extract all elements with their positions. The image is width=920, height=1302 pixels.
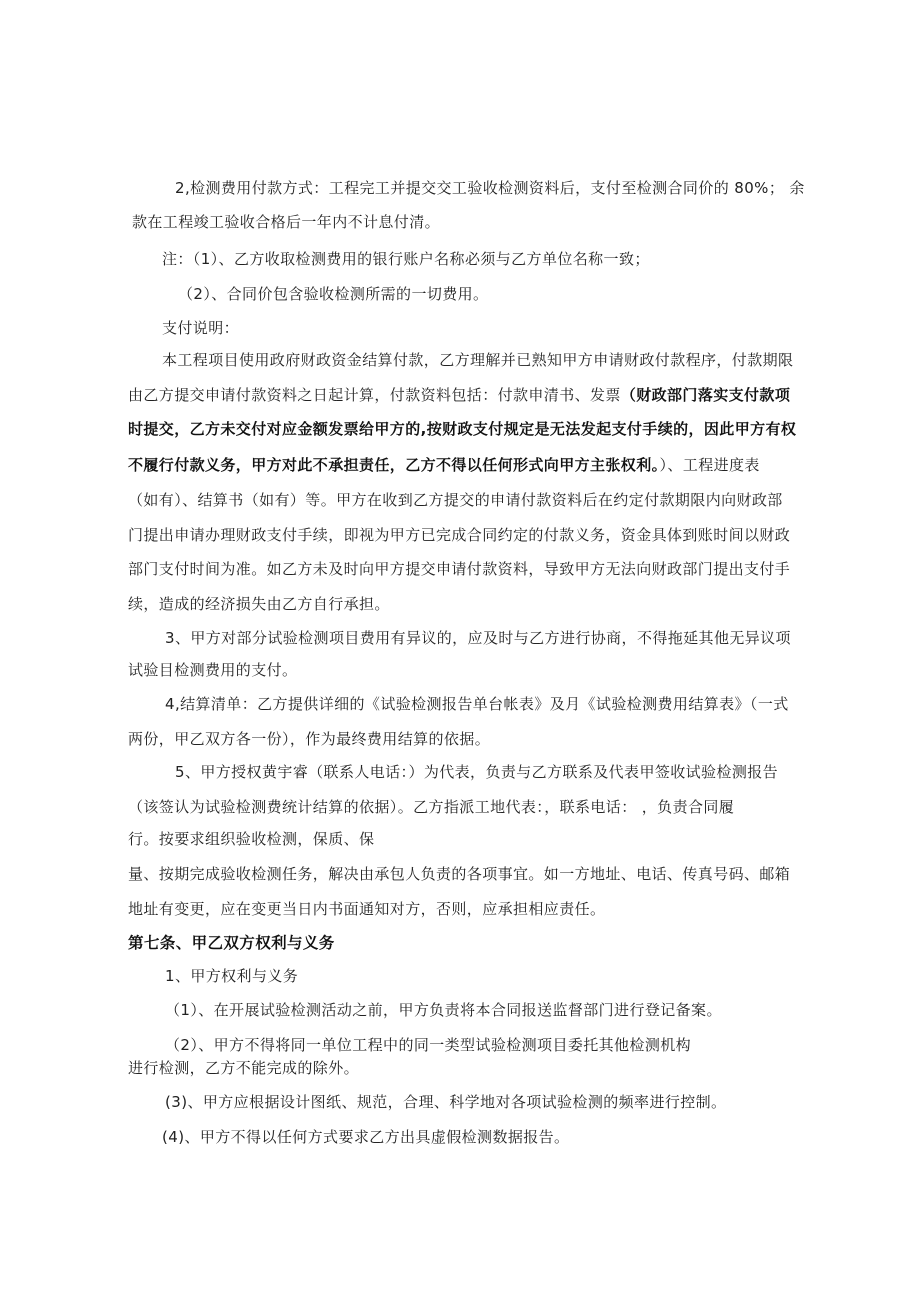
payment-method-line-1: 2,检测费用付款方式：工程完工并提交交工验收检测资料后，支付至检测合同价的 80%； 余 (175, 179, 805, 197)
clause-4-line-2: 两份，甲乙双方各一份），作为最终费用结算的依据。 (128, 730, 491, 748)
clause-3-line-2: 试验目检测费用的支付。 (128, 661, 298, 679)
payment-explanation-line-2 (128, 385, 790, 405)
note-1: 注：（1）、乙方收取检测费用的银行账户名称必须与乙方单位名称一致； (162, 250, 650, 268)
clause-5-line-4: 量、按期完成验收检测任务，解决由承包人负责的各项事宜。如一方地址、电话、传真号码、邮箱 (128, 865, 791, 883)
party-a-item-4: (4)、甲方不得以任何方式要求乙方出具虚假检测数据报告。 (162, 1128, 570, 1146)
party-a-rights-heading: 1、甲方权利与义务 (165, 967, 299, 985)
clause-5-line-2: （该签认为试验检测费统计结算的依据）。乙方指派工地代表：，联系电话： ，负责合同履 (128, 798, 735, 816)
payment-explanation-line-4-bold: 不履行付款义务，甲方对此不承担责任，乙方不得以任何形式向甲方主张权利。 (128, 456, 660, 474)
party-a-item-2-line-2: 进行检测，乙方不能完成的除外。 (128, 1059, 360, 1077)
clause-4-line-1: 4,结算清单：乙方提供详细的《试验检测报告单台帐表》及月《试验检测费用结算表》（一式 (165, 695, 789, 713)
clause-5-line-1: 5、甲方授权黄宇睿（联系人电话：）为代表，负责与乙方联系及代表甲签收试验检测报告 (175, 763, 779, 781)
payment-explanation-line-4 (128, 455, 760, 475)
payment-method-line-2: 款在工程竣工验收合格后一年内不计息付清。 (132, 213, 441, 231)
clause-3-line-1: 3、甲方对部分试验检测项目费用有异议的，应及时与乙方进行协商，不得拖延其他无异议项 (165, 629, 791, 647)
party-a-item-3: (3)、甲方应根据设计图纸、规范，合理、科学地对各项试验检测的频率进行控制。 (165, 1093, 727, 1111)
payment-explanation-line-7: 部门支付时间为准。如乙方未及时向甲方提交申请付款资料，导致甲方无法向财政部门提出支付手 (128, 560, 791, 578)
clause-5-line-5: 地址有变更，应在变更当日内书面通知对方，否则，应承担相应责任。 (128, 900, 606, 918)
payment-explanation-line-3: 时提交，乙方未交付对应金额发票给甲方的,按财政支付规定是无法发起支付手续的，因此甲方有权 (128, 420, 797, 438)
payment-explanation-line-1: 本工程项目使用政府财政资金结算付款，乙方理解并已熟知甲方申请财政付款程序，付款期限 (162, 351, 794, 369)
payment-explanation-line-2-bold: （财政部门落实支付款项 (620, 386, 791, 404)
party-a-item-1: （1）、在开展试验检测活动之前，甲方负责将本合同报送监督部门进行登记备案。 (165, 1001, 722, 1019)
party-a-item-2-line-1: （2）、甲方不得将同一单位工程中的同一类型试验检测项目委托其他检测机构 (165, 1036, 692, 1054)
payment-explanation-line-4-normal: ）、工程进度表 (659, 456, 760, 474)
payment-explanation-line-8: 续，造成的经济损失由乙方自行承担。 (128, 595, 390, 613)
payment-explanation-line-5: （如有）、结算书（如有）等。甲方在收到乙方提交的申请付款资料后在约定付款期限内向财政部 (128, 491, 783, 509)
payment-explanation-line-6: 门提出申请办理财政支付手续，即视为甲方已完成合同约定的付款义务，资金具体到账时间以财政 (128, 526, 791, 544)
payment-explanation-heading: 支付说明： (162, 319, 240, 337)
payment-explanation-line-2-normal: 由乙方提交申请付款资料之日起计算，付款资料包括：付款申清书、发票 (128, 386, 621, 404)
article-7-heading: 第七条、甲乙双方权利与义务 (128, 934, 335, 952)
clause-5-line-3: 行。按要求组织验收检测，保质、保 (128, 830, 375, 848)
note-2: （2）、合同价包含验收检测所需的一切费用。 (178, 285, 489, 303)
